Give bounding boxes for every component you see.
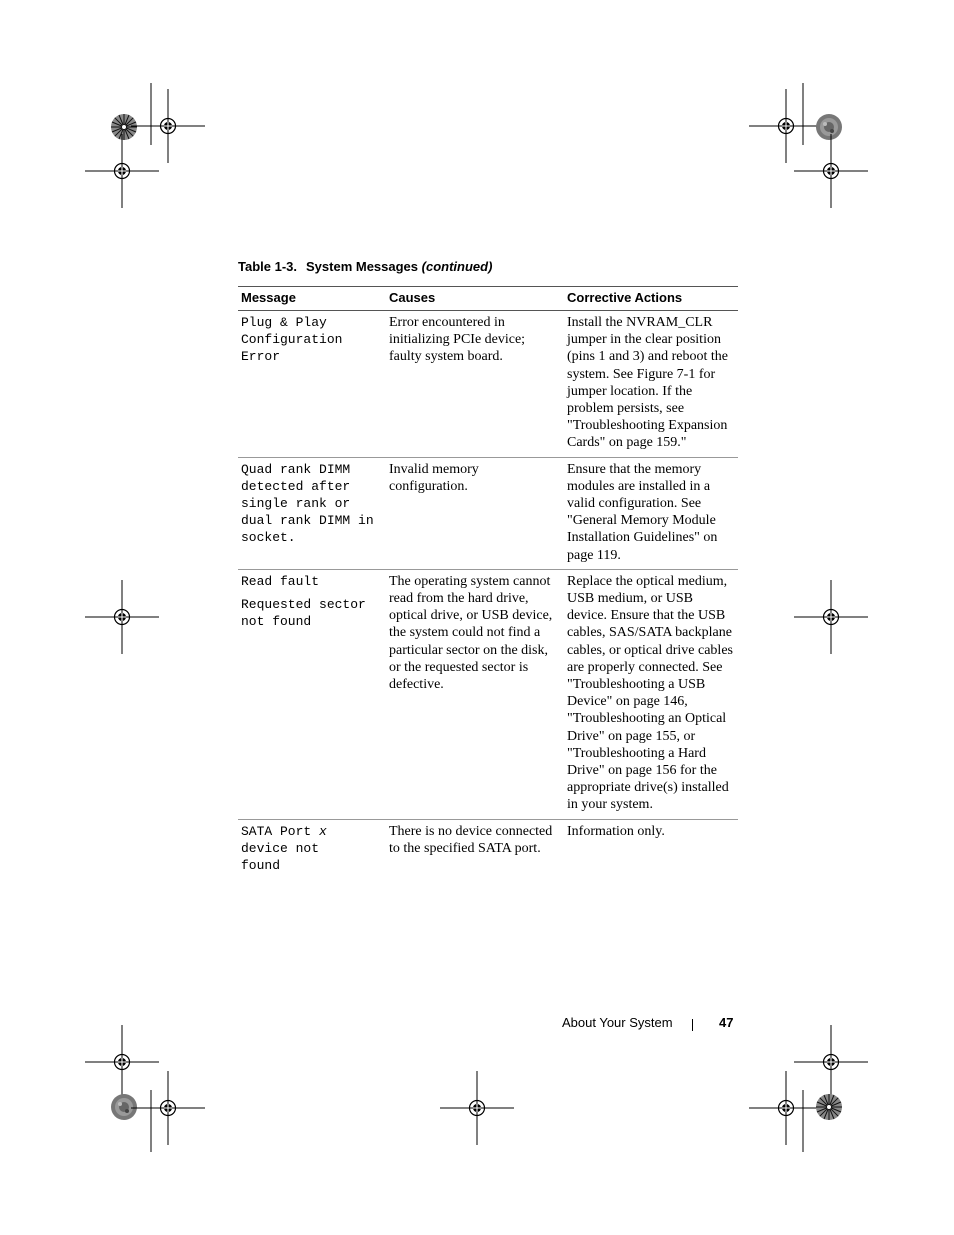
table-row [238, 569, 738, 819]
table-caption [238, 259, 492, 274]
header-corrective-actions: Corrective Actions [564, 287, 738, 311]
table-caption-number: Table 1-3. [238, 259, 298, 274]
message-text: Requested sector not found [241, 597, 366, 630]
header-message: Message [238, 287, 386, 311]
message-text: Read fault [241, 573, 320, 589]
table-caption-title: System Messages [306, 259, 419, 274]
actions-cell: Install the NVRAM_CLR jumper in the clear position (pins 1 and 3) and reboot the system. See Figure 7-1 for jumper location. If the problem persists, see "Troubleshooting Expansion Cards" on page 159." [564, 311, 738, 458]
message-text [241, 823, 383, 875]
causes-cell: Invalid memory configuration. [386, 457, 564, 569]
footer-separator [692, 1019, 693, 1031]
actions-cell: Information only. [567, 823, 665, 839]
table-caption-continued: (continued) [421, 259, 493, 274]
message-text: Quad rank DIMM detected after single rank or dual rank DIMM in socket. [241, 461, 374, 546]
causes-cell: There is no device connected to the specified SATA port. [389, 823, 553, 856]
message-suffix: device not found [241, 840, 320, 874]
actions-cell: Ensure that the memory modules are installed in a valid configuration. See "General Memory Module Installation Guidelines" on page 119. [564, 457, 738, 569]
message-cell [238, 457, 386, 569]
page-footer [562, 1015, 734, 1030]
message-cell [238, 311, 386, 458]
table-row [238, 457, 738, 569]
message-cell [238, 569, 386, 819]
table-row [238, 819, 738, 879]
table-row [238, 311, 738, 458]
footer-section-title: About Your System [562, 1015, 673, 1030]
causes-cell: Error encountered in initializing PCIe device; faulty system board. [386, 311, 564, 458]
message-text: Plug & Play Configuration Error [241, 315, 343, 365]
causes-cell: The operating system cannot read from the hard drive, optical drive, or USB device, the system could not find a particular sector on the disk, or the requested sector is defective. [386, 569, 564, 819]
actions-cell: Replace the optical medium, USB medium, or USB device. Ensure that the USB cables, SAS/SATA backplane cables, or optical drive cables are properly connected. See "Troubleshooting a USB Device" on page 146, "Troubleshooting an Optical Drive" on page 155, or "Troubleshooting a Hard Drive" on page 156 for the appropriate drive(s) installed in your system. [564, 569, 738, 819]
header-causes: Causes [386, 287, 564, 311]
page-number: 47 [719, 1015, 734, 1030]
message-prefix: SATA Port [241, 823, 320, 839]
message-cell [238, 819, 386, 879]
message-variable: x [319, 823, 327, 839]
system-messages-table [238, 286, 738, 879]
table-header-row [238, 287, 738, 311]
